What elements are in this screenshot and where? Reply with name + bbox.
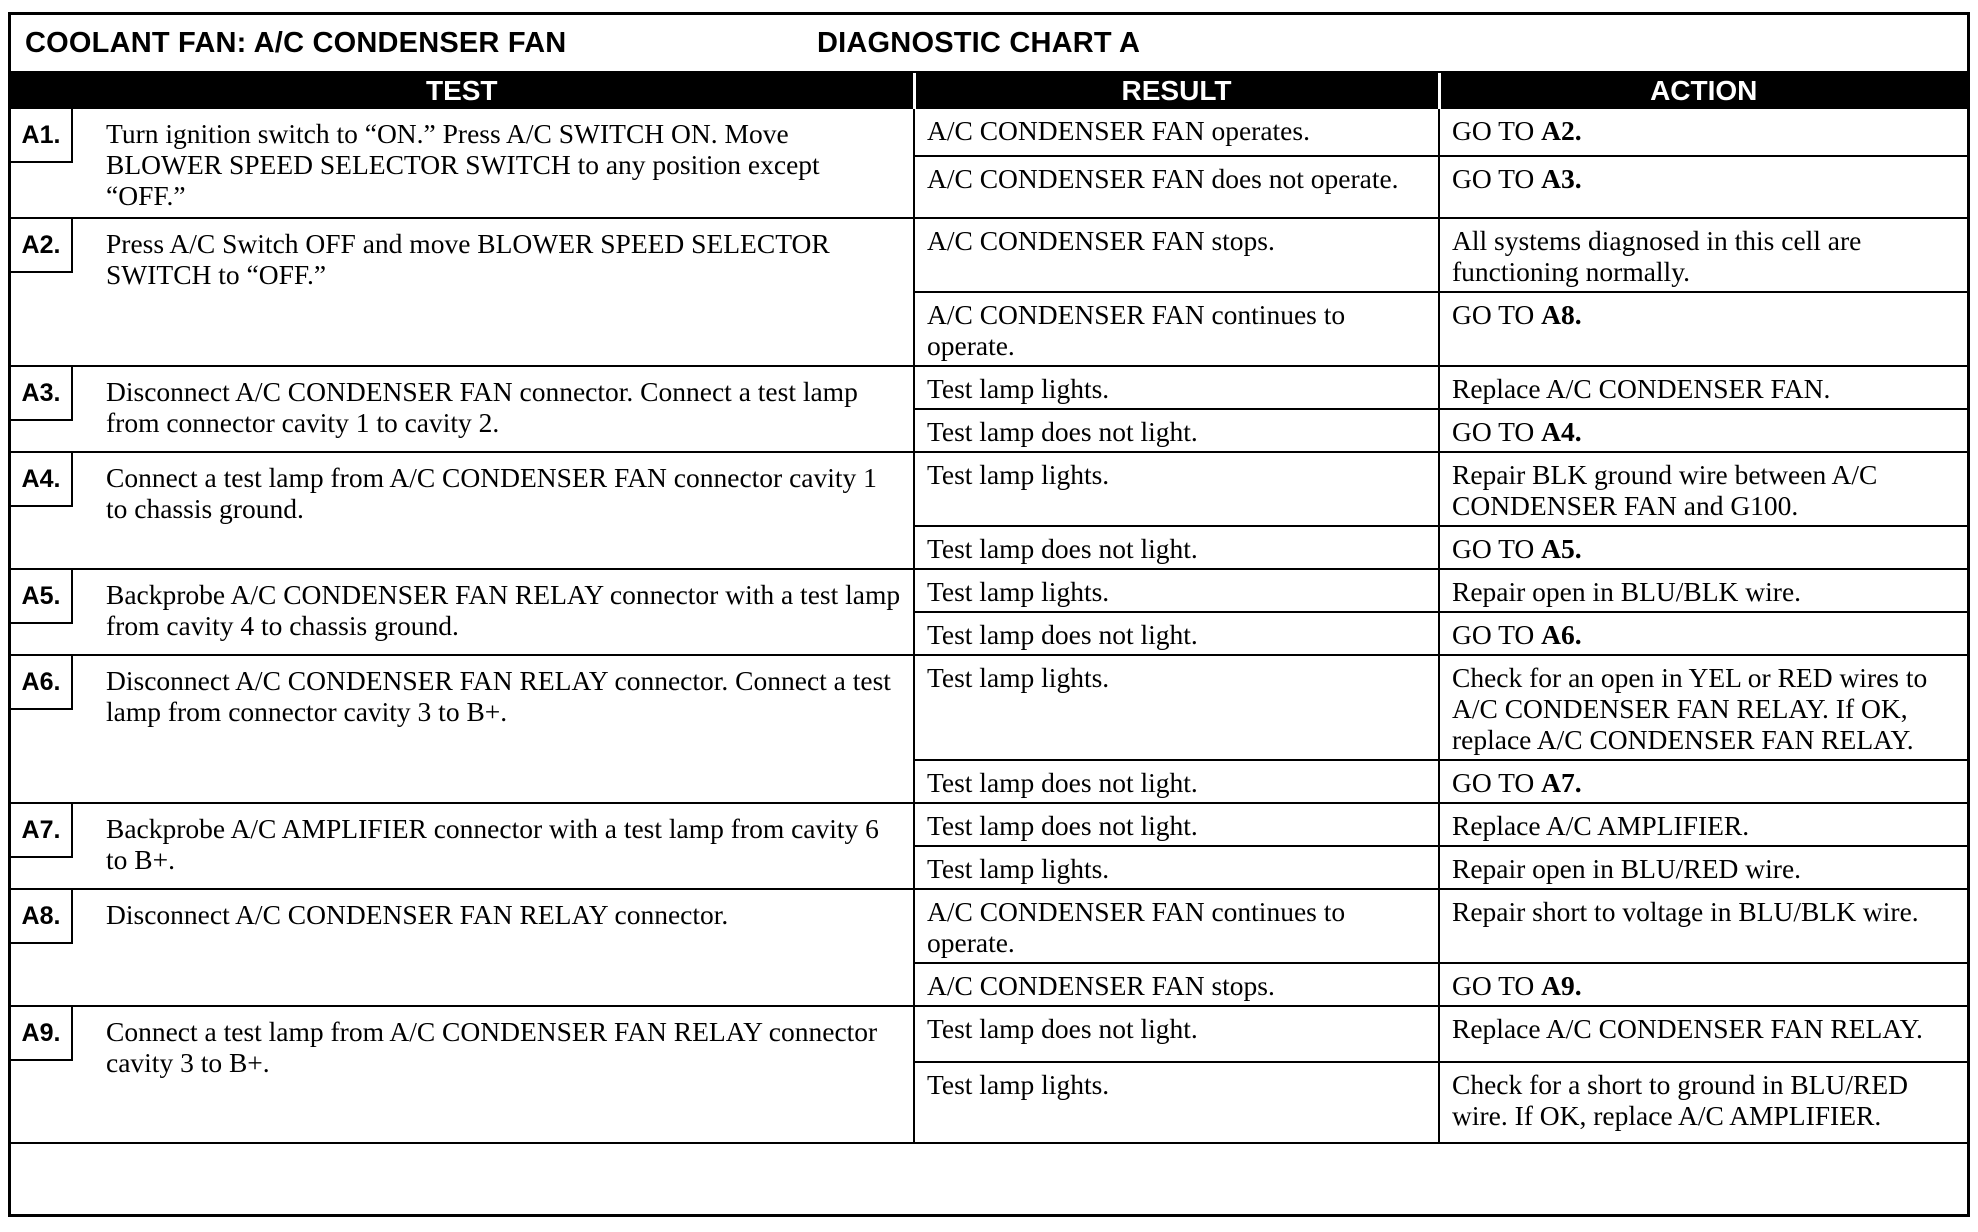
action-goto-text: GO TO bbox=[1452, 416, 1542, 447]
result-cell: A/C CONDENSER FAN stops. bbox=[914, 218, 1439, 292]
action-cell bbox=[1439, 760, 1967, 803]
diagnostic-table bbox=[11, 73, 1967, 1144]
action-goto-step: A6. bbox=[1541, 619, 1582, 650]
action-cell: Check for a short to ground in BLU/RED wire. If OK, replace A/C AMPLIFIER. bbox=[1439, 1062, 1967, 1143]
test-instruction: Backprobe A/C CONDENSER FAN RELAY connector with a test lamp from cavity 4 to chassis ground. bbox=[106, 579, 901, 641]
action-goto-step: A7. bbox=[1541, 767, 1582, 798]
result-cell: Test lamp lights. bbox=[914, 1062, 1439, 1143]
action-goto-step: A5. bbox=[1541, 533, 1582, 564]
result-cell: Test lamp lights. bbox=[914, 846, 1439, 889]
action-cell: Repair open in BLU/RED wire. bbox=[1439, 846, 1967, 889]
table-row bbox=[11, 569, 1967, 612]
table-row bbox=[11, 655, 1967, 760]
result-cell: A/C CONDENSER FAN operates. bbox=[914, 109, 1439, 156]
action-cell bbox=[1439, 612, 1967, 655]
result-cell: A/C CONDENSER FAN continues to operate. bbox=[914, 292, 1439, 366]
step-label: A5. bbox=[11, 570, 73, 624]
column-header-result: RESULT bbox=[914, 73, 1439, 109]
step-label: A7. bbox=[11, 804, 73, 858]
test-cell bbox=[11, 109, 914, 218]
action-goto-step: A3. bbox=[1541, 163, 1582, 195]
test-cell bbox=[11, 889, 914, 1006]
action-goto-text: GO TO bbox=[1452, 115, 1542, 146]
action-cell: Repair short to voltage in BLU/BLK wire. bbox=[1439, 889, 1967, 963]
result-cell: Test lamp does not light. bbox=[914, 803, 1439, 846]
table-row bbox=[11, 803, 1967, 846]
test-cell bbox=[11, 803, 914, 889]
action-goto-text: GO TO bbox=[1452, 299, 1542, 330]
step-label: A6. bbox=[11, 656, 73, 710]
action-cell: Replace A/C AMPLIFIER. bbox=[1439, 803, 1967, 846]
table-row bbox=[11, 889, 1967, 963]
test-instruction: Connect a test lamp from A/C CONDENSER FAN RELAY connector cavity 3 to B+. bbox=[106, 1016, 878, 1078]
test-instruction: Disconnect A/C CONDENSER FAN RELAY connector. bbox=[106, 899, 729, 930]
result-cell: A/C CONDENSER FAN continues to operate. bbox=[914, 889, 1439, 963]
result-cell: Test lamp lights. bbox=[914, 452, 1439, 526]
test-instruction: Disconnect A/C CONDENSER FAN connector. Connect a test lamp from connector cavity 1 to cavity 2. bbox=[106, 376, 858, 438]
result-cell: Test lamp lights. bbox=[914, 366, 1439, 409]
test-instruction: Backprobe A/C AMPLIFIER connector with a test lamp from cavity 6 to B+. bbox=[106, 813, 879, 875]
test-instruction: Turn ignition switch to “ON.” Press A/C SWITCH ON. Move BLOWER SPEED SELECTOR SWITCH to any position except “OFF.” bbox=[106, 118, 820, 211]
result-cell: A/C CONDENSER FAN does not operate. bbox=[914, 156, 1439, 218]
test-instruction: Press A/C Switch OFF and move BLOWER SPEED SELECTOR SWITCH to “OFF.” bbox=[106, 228, 830, 290]
action-cell bbox=[1439, 409, 1967, 452]
action-cell: All systems diagnosed in this cell are functioning normally. bbox=[1439, 218, 1967, 292]
action-cell bbox=[1439, 109, 1967, 156]
action-goto-text: GO TO bbox=[1452, 163, 1542, 195]
action-cell bbox=[1439, 292, 1967, 366]
action-cell: Replace A/C CONDENSER FAN RELAY. bbox=[1439, 1006, 1967, 1062]
column-header-action: ACTION bbox=[1439, 73, 1967, 109]
action-goto-text: GO TO bbox=[1452, 767, 1542, 798]
table-row bbox=[11, 1006, 1967, 1062]
test-cell bbox=[11, 218, 914, 366]
test-instruction: Disconnect A/C CONDENSER FAN RELAY connector. Connect a test lamp from connector cavity 3 to B+. bbox=[106, 665, 891, 727]
column-header-test: TEST bbox=[11, 73, 914, 109]
test-cell bbox=[11, 366, 914, 452]
table-row bbox=[11, 366, 1967, 409]
step-label: A3. bbox=[11, 367, 73, 421]
result-cell: Test lamp does not light. bbox=[914, 409, 1439, 452]
test-cell bbox=[11, 452, 914, 569]
action-cell bbox=[1439, 963, 1967, 1006]
action-cell: Repair open in BLU/BLK wire. bbox=[1439, 569, 1967, 612]
step-label: A4. bbox=[11, 453, 73, 507]
action-goto-text: GO TO bbox=[1452, 970, 1542, 1001]
step-label: A1. bbox=[11, 109, 73, 163]
result-cell: Test lamp does not light. bbox=[914, 1006, 1439, 1062]
action-cell bbox=[1439, 156, 1967, 218]
action-goto-step: A4. bbox=[1541, 416, 1582, 447]
action-cell: Repair BLK ground wire between A/C CONDENSER FAN and G100. bbox=[1439, 452, 1967, 526]
result-cell: Test lamp lights. bbox=[914, 655, 1439, 760]
table-row bbox=[11, 109, 1967, 156]
step-label: A8. bbox=[11, 890, 73, 944]
action-goto-step: A8. bbox=[1541, 299, 1582, 330]
table-row bbox=[11, 452, 1967, 526]
table-row bbox=[11, 218, 1967, 292]
test-cell bbox=[11, 569, 914, 655]
chart-title: COOLANT FAN: A/C CONDENSER FAN bbox=[25, 27, 567, 59]
result-cell: Test lamp does not light. bbox=[914, 526, 1439, 569]
diagnostic-chart-sheet bbox=[8, 12, 1970, 1217]
title-bar bbox=[11, 15, 1967, 73]
action-goto-text: GO TO bbox=[1452, 533, 1542, 564]
test-cell bbox=[11, 1006, 914, 1143]
action-cell bbox=[1439, 526, 1967, 569]
result-cell: Test lamp lights. bbox=[914, 569, 1439, 612]
step-label: A2. bbox=[11, 219, 73, 273]
test-cell bbox=[11, 655, 914, 803]
test-instruction: Connect a test lamp from A/C CONDENSER FAN connector cavity 1 to chassis ground. bbox=[106, 462, 877, 524]
action-goto-step: A2. bbox=[1541, 115, 1582, 146]
table-header-row bbox=[11, 73, 1967, 109]
action-cell: Check for an open in YEL or RED wires to A/C CONDENSER FAN RELAY. If OK, replace A/C CONDENSER FAN RELAY. bbox=[1439, 655, 1967, 760]
result-cell: Test lamp does not light. bbox=[914, 612, 1439, 655]
action-goto-step: A9. bbox=[1541, 970, 1582, 1001]
action-cell: Replace A/C CONDENSER FAN. bbox=[1439, 366, 1967, 409]
chart-subtitle: DIAGNOSTIC CHART A bbox=[817, 27, 1141, 59]
result-cell: A/C CONDENSER FAN stops. bbox=[914, 963, 1439, 1006]
step-label: A9. bbox=[11, 1007, 73, 1061]
result-cell: Test lamp does not light. bbox=[914, 760, 1439, 803]
action-goto-text: GO TO bbox=[1452, 619, 1542, 650]
